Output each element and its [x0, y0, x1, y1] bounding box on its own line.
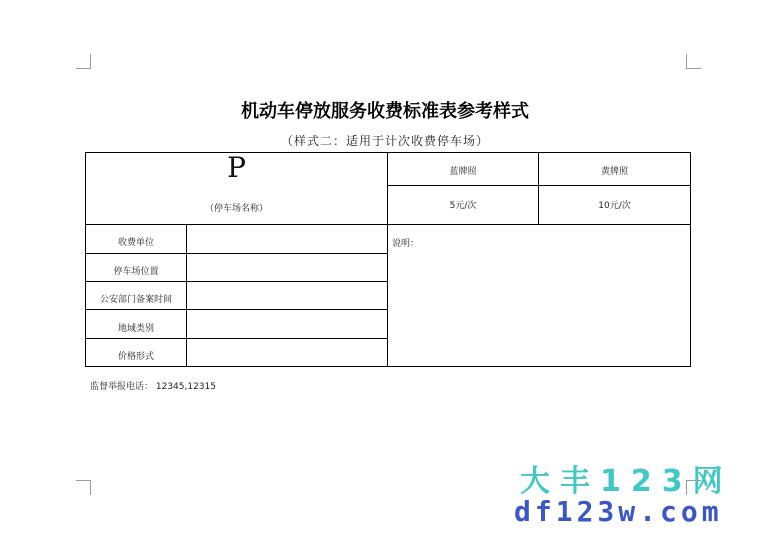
table-border-bottom: [85, 366, 691, 367]
document-title: 机动车停放服务收费标准表参考样式: [241, 101, 529, 122]
parking-lot-name-caption: （停车场名称）: [204, 204, 268, 214]
row-label-lot-location: 停车场位置: [113, 267, 159, 277]
supervision-hotline: 监督举报电话： 12345,12315: [90, 382, 216, 392]
table-divider-label-col: [186, 224, 187, 367]
watermark-url: df123w.com: [514, 495, 723, 528]
crop-mark-top-right: [686, 54, 701, 69]
crop-mark-top-left: [76, 54, 91, 69]
plate-header-blue: 蓝牌照: [449, 167, 477, 177]
table-divider-plates: [538, 152, 539, 225]
table-row-line-1: [85, 253, 387, 254]
table-row-line-4: [85, 338, 387, 339]
table-divider-header: [85, 224, 691, 225]
price-blue-plate: 5元/次: [449, 201, 477, 211]
row-label-charging-unit: 收费单位: [117, 238, 154, 248]
table-row-line-2: [85, 281, 387, 282]
row-label-price-form: 价格形式: [117, 352, 154, 362]
watermark-chinese: 大丰123网: [520, 464, 733, 499]
crop-mark-bottom-left: [76, 480, 91, 495]
notes-label: 说明：: [392, 239, 420, 249]
parking-p-icon: P: [227, 151, 246, 184]
price-yellow-plate: 10元/次: [598, 201, 631, 211]
document-subtitle: （样式二：适用于计次收费停车场）: [280, 134, 489, 148]
row-label-region-category: 地域类别: [117, 324, 154, 334]
table-divider-plate-row: [387, 185, 691, 186]
row-label-police-filing-time: 公安部门备案时间: [99, 295, 172, 305]
plate-header-yellow: 黄牌照: [600, 167, 628, 177]
table-row-line-3: [85, 309, 387, 310]
table-border-left: [85, 152, 86, 367]
